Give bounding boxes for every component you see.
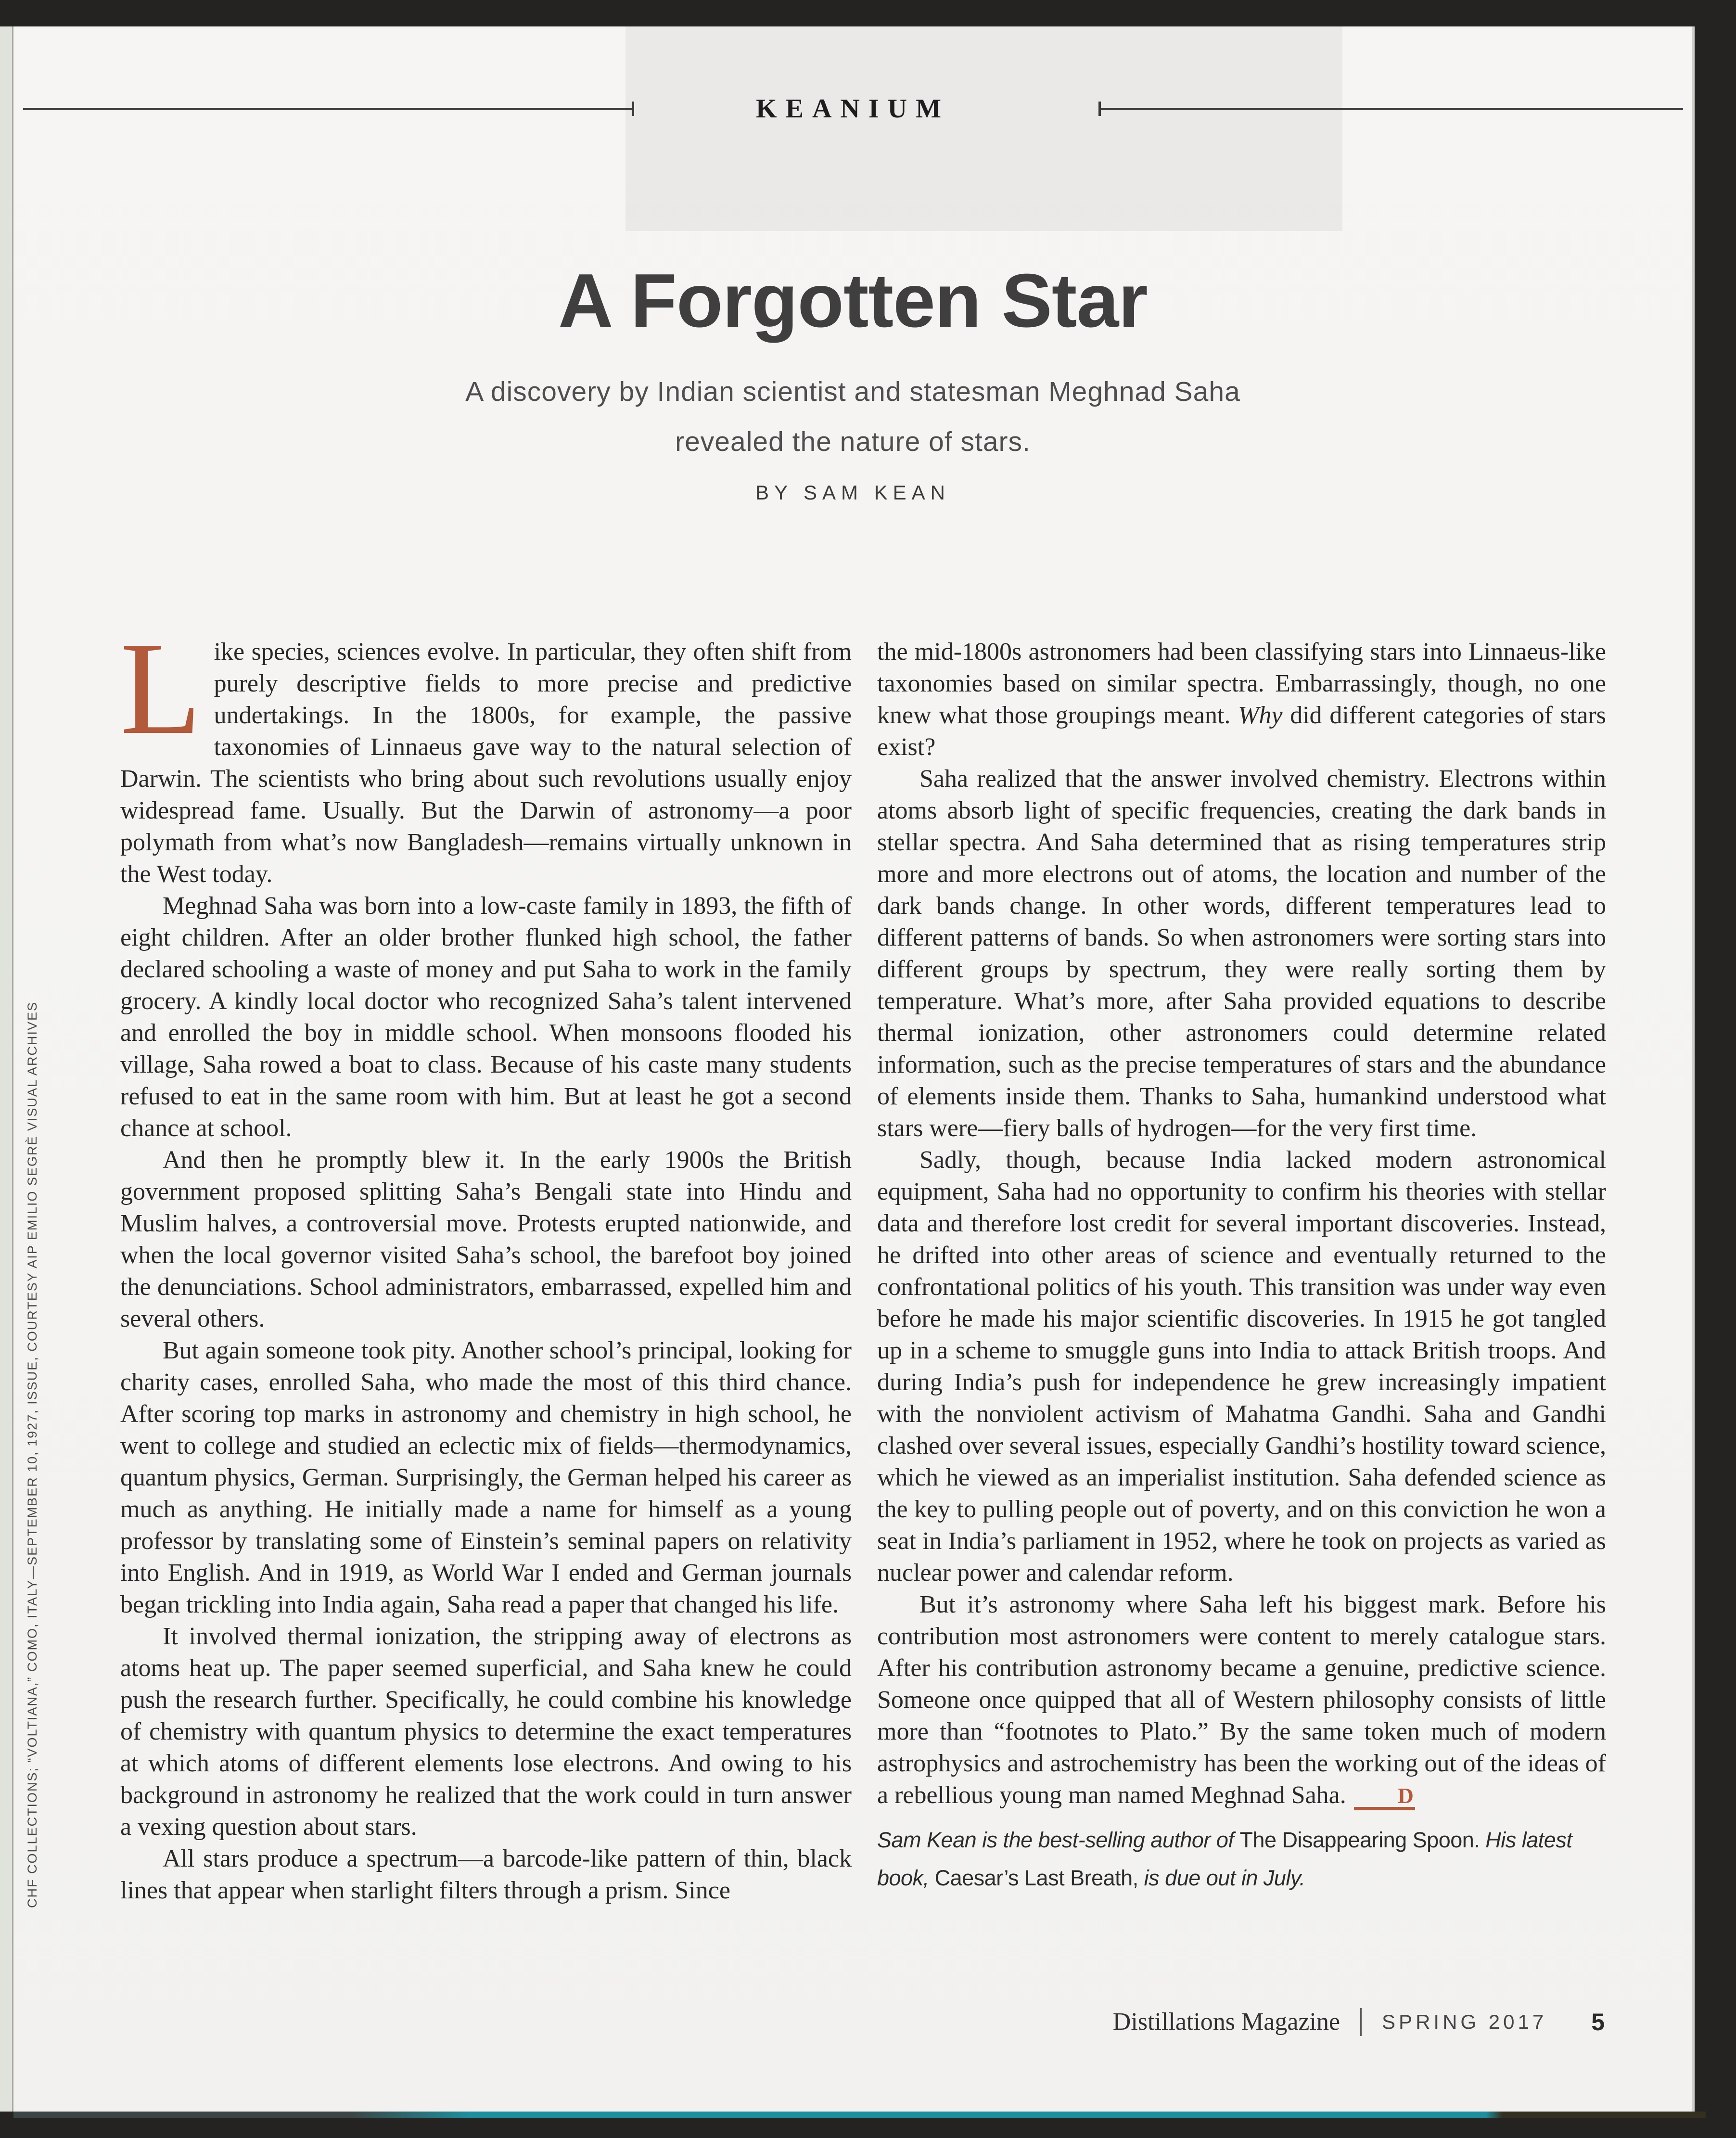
binding-edge xyxy=(0,26,13,2112)
body-column-left xyxy=(120,615,852,1907)
article-subtitle-line-2: revealed the nature of stars. xyxy=(675,426,1031,457)
drop-cap: L xyxy=(120,615,202,762)
author-bio: Sam Kean is the best-selling author of The Disappearing Spoon. His latest book, Caesar’s Last Breath, is due out in July. xyxy=(877,1828,1572,1890)
byline: BY SAM KEAN xyxy=(755,481,950,504)
article-subtitle xyxy=(13,367,1692,467)
bottom-color-strip xyxy=(13,2112,1706,2118)
footer-divider xyxy=(1360,2008,1362,2036)
page-showthrough-artifact xyxy=(625,26,1342,231)
issue-label: SPRING 2017 xyxy=(1382,2010,1547,2033)
paragraph: Meghnad Saha was born into a low-caste family in 1893, the fifth of eight children. After an older brother flunked high school, the father declared schooling a waste of money and put Saha to work in the family grocery. A kindly local doctor who recognized Saha’s talent intervened and enrolled the boy in middle school. When monsoons flooded his village, Saha rowed a boat to class. Because of his caste many students refused to eat in the same room with him. But at least he got a second chance at school. xyxy=(120,892,852,1142)
magazine-name: Distillations Magazine xyxy=(1112,2008,1340,2036)
paragraph: Sadly, though, because India lacked modern astronomical equipment, Saha had no opportunity to confirm his theories with stellar data and therefore lost credit for several important discoveries. Instead, he drifted into other areas of science and eventually returned to the confrontational politics of his youth. This transition was under way even before he made his major scientific discoveries. In 1915 he got tangled up in a scheme to smuggle guns into India to attack British troops. And during India’s push for independence he grew increasingly impatient with the nonviolent activism of Mahatma Gandhi. Saha and Gandhi clashed over several issues, especially Gandhi’s hostility toward science, which he viewed as an imperialist institution. Saha defended science as the key to pulling people out of poverty, and on this conviction he won a seat in India’s parliament in 1952, where he took on projects as varied as nuclear power and calendar reform. xyxy=(877,1146,1606,1587)
article-subtitle-line-1: A discovery by Indian scientist and statesman Meghnad Saha xyxy=(465,376,1240,407)
paragraph: And then he promptly blew it. In the early 1900s the British government proposed splitting Saha’s Bengali state into Hindu and Muslim halves, a controversial move. Protests erupted nationwide, and when the local governor visited Saha’s school, the barefoot boy joined the denunciations. School administrators, embarrassed, expelled him and several others. xyxy=(120,1146,852,1332)
paragraph: All stars produce a spectrum—a barcode-like pattern of thin, black lines that appear when starlight filters through a prism. Since xyxy=(120,1845,852,1904)
paragraph: Saha realized that the answer involved chemistry. Electrons within atoms absorb light of specific frequencies, creating the dark bands in stellar spectra. And Saha determined that as rising temperatures strip more and more electrons out of atoms, the location and number of the dark bands change. In other words, different temperatures lead to different patterns of bands. So when astronomers were sorting stars into different groups by spectrum, they were really sorting them by temperature. What’s more, after Saha provided equations to describe thermal ionization, other astronomers could determine related information, such as the precise temperatures of stars and the abundance of elements inside them. Thanks to Saha, humankind understood what stars were—fiery balls of hydrogen—for the very first time. xyxy=(877,765,1606,1142)
article-title: A Forgotten Star xyxy=(558,258,1148,343)
paragraph: the mid-1800s astronomers had been classifying stars into Linnaeus-like taxonomies based on similar spectra. Embarrassingly, though, no one knew what those groupings meant. Why did different categories of stars exist? xyxy=(877,638,1606,761)
paragraph: Like species, sciences evolve. In particular, they often shift from purely descriptive fields to more precise and predictive undertakings. In the 1800s, for example, the passive taxonomies of Linnaeus gave way to the natural selection of Darwin. The scientists who bring about such revolutions usually enjoy widespread fame. Usually. But the Darwin of astronomy—a poor polymath from what’s now Bangladesh—remains virtually unknown in the West today. xyxy=(120,615,852,888)
paragraph: But again someone took pity. Another school’s principal, looking for charity cases, enrolled Saha, who made the most of this third chance. After scoring top marks in astronomy and chemistry in high school, he went to college and studied an eclectic mix of fields—thermodynamics, quantum physics, German. Surprisingly, the German helped his career as much as anything. He initially made a name for himself as a young professor by translating some of Einstein’s seminal papers on relativity into English. And in 1919, as World War I ended and German journals began trickling into India again, Saha read a paper that changed his life. xyxy=(120,1337,852,1618)
paragraph: It involved thermal ionization, the stripping away of electrons as atoms heat up. The paper seemed superficial, and Saha knew he could push the research further. Specifically, he could combine his knowledge of chemistry with quantum physics to determine the exact temperatures at which atoms of different elements lose electrons. And owing to his background in astronomy he realized that the work could in turn answer a vexing question about stars. xyxy=(120,1623,852,1841)
photo-credit: CHF COLLECTIONS; “VOLTIANA,” COMO, ITALY—SEPTEMBER 10, 1927, ISSUE, COURTESY AIP EMILIO SEGRÈ VISUAL ARCHIVES xyxy=(25,1001,39,1908)
body-column-right xyxy=(877,636,1606,1897)
end-mark: D xyxy=(1354,1786,1415,1810)
section-label: KEANIUM xyxy=(756,94,950,124)
body-column-right-paragraphs xyxy=(877,636,1606,1811)
page-footer xyxy=(13,2008,1605,2036)
page-number: 5 xyxy=(1591,2008,1605,2036)
paragraph: But it’s astronomy where Saha left his biggest mark. Before his contribution most astronomers were content to merely catalogue stars. After his contribution astronomy became a genuine, predictive science. Someone once quipped that all of Western philosophy consists of little more than “footnotes to Plato.” By the same token much of modern astrophysics and astrochemistry has been the working out of the ideas of a rebellious young man named Meghnad Saha. D xyxy=(877,1589,1606,1811)
